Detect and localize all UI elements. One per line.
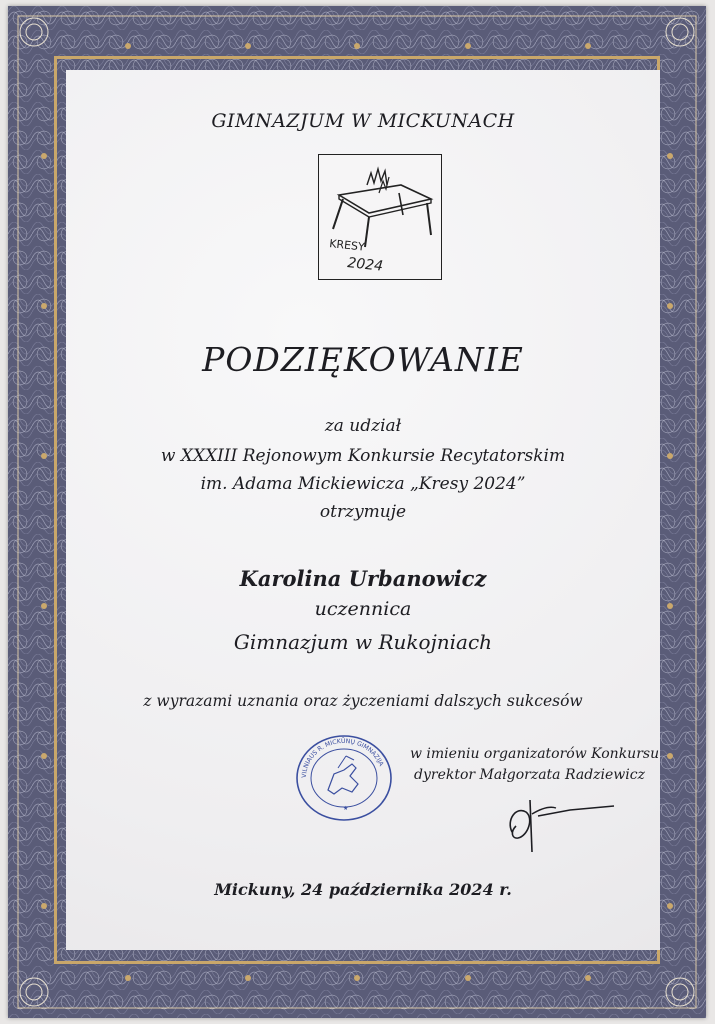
svg-text:KRESY: KRESY [328, 237, 366, 254]
place-date: Mickuny, 24 października 2024 r. [214, 880, 512, 899]
kresy-table-logo-icon [319, 155, 440, 278]
svg-text:★: ★ [343, 805, 349, 812]
wishes-line: z wyrazami uznania oraz życzeniami dalszych sukcesów [143, 692, 583, 710]
stamp-text: VILNIAUS R. MICKŪNŲ GIMNAZIJA [300, 737, 385, 779]
certificate-sheet [8, 6, 706, 1018]
svg-text:2024: 2024 [346, 255, 384, 275]
recipient-school: Gimnazjum w Rukojniach [233, 630, 493, 654]
receives-line: otrzymuje [319, 502, 407, 522]
svg-text:VILNIAUS R. MICKŪNŲ GIMNAZIJA [301, 736, 385, 778]
participation-line: za udział [324, 416, 402, 436]
director-line: dyrektor Małgorzata Radziewicz [414, 767, 645, 783]
contest-line: w XXXIII Rejonowym Konkursie Recytatorskim [160, 446, 566, 466]
recipient-name: Karolina Urbanowicz [239, 566, 487, 591]
school-header: GIMNAZJUM W MICKUNACH [211, 110, 515, 132]
director-signature [502, 792, 620, 854]
organizers-line: w imieniu organizatorów Konkursu [410, 746, 660, 762]
school-stamp [294, 734, 394, 822]
recipient-role: uczennica [314, 598, 412, 620]
contest-name-line: im. Adama Mickiewicza „Kresy 2024” [200, 474, 526, 494]
kresy-logo [318, 154, 442, 280]
certificate-panel [66, 70, 660, 950]
certificate-title: PODZIĘKOWANIE [202, 340, 524, 379]
